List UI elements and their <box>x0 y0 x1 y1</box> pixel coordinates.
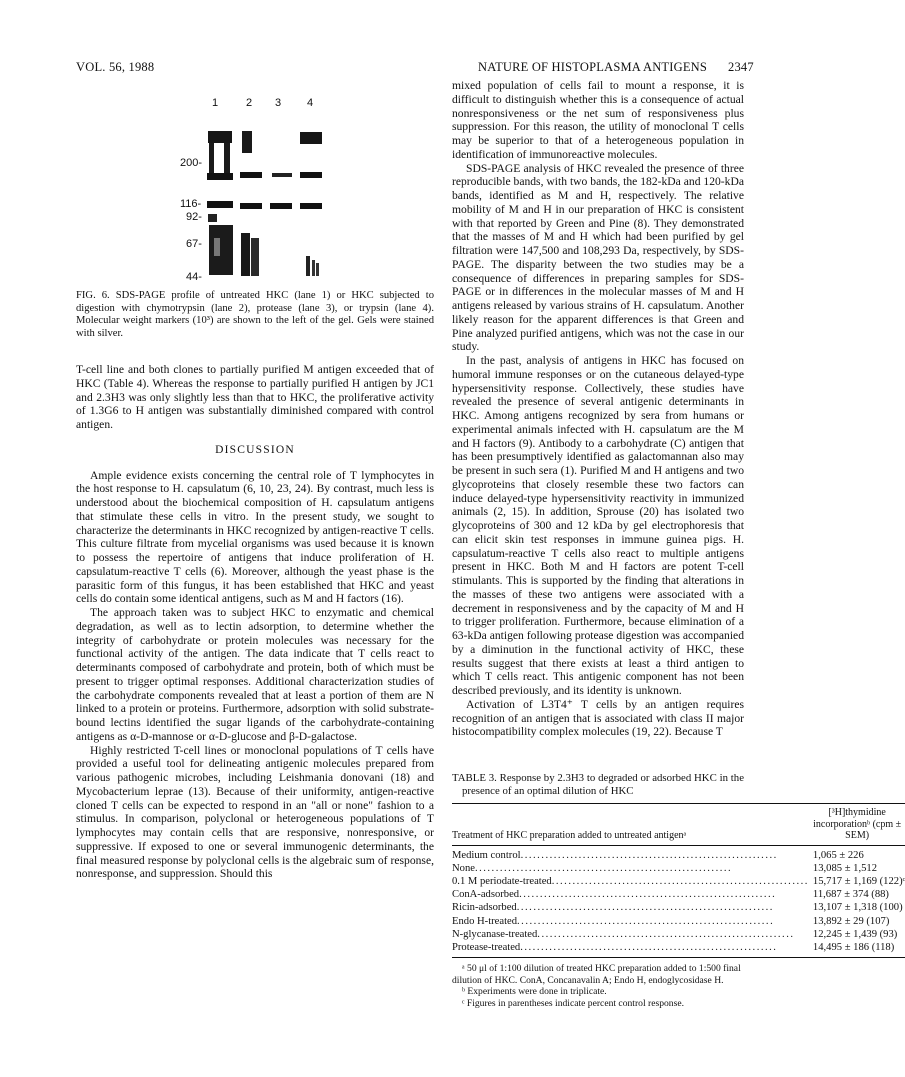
treatment-cell: Protease-treated <box>452 941 521 953</box>
table-row: Ricin-adsorbed .............................................................. 13,107 ± 1,318 (100) <box>452 901 905 914</box>
value-cell: 12,245 ± 1,439 (93) <box>812 928 898 940</box>
table-row: Endo H-treated .............................................................. 13,892 ± 29 (107) <box>452 915 905 928</box>
lane-label: 1 <box>212 97 219 109</box>
value-cell: 13,892 ± 29 (107) <box>812 915 890 927</box>
value-cell: 15,717 ± 1,169 (122)ᶜ <box>812 875 905 887</box>
mw-marker-label: 200- <box>180 157 203 169</box>
right-column <box>452 79 744 739</box>
value-cell: 13,085 ± 1,512 <box>812 862 878 874</box>
mw-marker-label: 67- <box>186 238 202 250</box>
paragraph: SDS-PAGE analysis of HKC revealed the presence of three reproducible bands, with two bands, the 182-kDa and 120-kDa bands, identified as M and H, respectively. The relative mobility of M and H in our preparation of HKC is consistent with that reported by Green and Pine (8). They demonstrated that the masses of M and H which had been purified by gel filtration were 147,500 and 108,293 Da, respectively, by SDS-PAGE. The disparity between the two studies may be a consequence of differences in preparing samples for SDS-PAGE or in differences in the molecular masses of M and H antigens released by various strains of H. capsulatum. Another likely reason for the apparent differences is that Green and Pine analyzed purified antigens, which was not the case in our study. <box>452 161 744 354</box>
table-row: N-glycanase-treated .............................................................. 12,245 ± 1,439 (93) <box>452 928 905 941</box>
lane-label: 3 <box>275 97 282 109</box>
gel-image <box>202 113 340 290</box>
mw-marker-label: 116- <box>180 198 202 210</box>
footnote: ᵃ 50 μl of 1:100 dilution of treated HKC preparation added to 1:500 final dilution of HKC. ConA, Concanavalin A; Endo H, endoglycosidase H. <box>452 963 741 986</box>
footnote: ᵇ Experiments were done in triplicate. <box>462 986 607 998</box>
table-row: ConA-adsorbed .............................................................. 11,687 ± 374 (88) <box>452 888 905 901</box>
treatment-cell: Medium control <box>452 849 521 861</box>
column-header: [³H]thymidine incorporationᵇ (cpm ± SEM) <box>813 807 902 841</box>
lane-label: 4 <box>307 97 314 109</box>
treatment-cell: Endo H-treated <box>452 915 518 927</box>
treatment-cell: ConA-adsorbed <box>452 889 520 901</box>
column-header: Treatment of HKC preparation added to untreated antigenᵃ <box>452 830 687 841</box>
header-title: NATURE OF HISTOPLASMA ANTIGENS <box>478 60 708 74</box>
value-cell: 13,107 ± 1,318 (100) <box>812 902 903 914</box>
table-title: TABLE 3. Response by 2.3H3 to degraded or adsorbed HKC in the presence of an optimal dilution of HKC <box>452 772 744 797</box>
treatment-cell: N-glycanase-treated <box>452 928 538 940</box>
figure-caption: FIG. 6. SDS-PAGE profile of untreated HKC (lane 1) or HKC subjected to digestion with chymotrypsin (lane 2), protease (lane 3), or trypsin (lane 4). Molecular weight markers (10³) are shown to the left of the gel. Gels were stained with silver. <box>76 290 434 339</box>
paragraph: mixed population of cells fail to mount a response, it is difficult to distinguish whether this is a consequence of actual nonresponsiveness or the net sum of responsiveness plus suppression. For this reason, the utility of monoclonal T cells may be superior to that of a heterogeneous population in identification of immunoreactive molecules. <box>452 79 744 161</box>
mw-marker-label: 44- <box>186 271 202 283</box>
paragraph: In the past, analysis of antigens in HKC has focused on humoral immune responses or on the cutaneous delayed-type hypersensitivity response. Collectively, these studies have revealed the presence of several antigenic determinants in HKC. Among antigens recognized by sera from humans or experimental animals infected with H. capsulatum are the M and H factors (9). Antibody to a carbohydrate (C) antigen that has been presumptively identified as galactomannan also may be present in such sera (1). Purified M and H antigens and two glycoproteins that closely resemble these two factors can induce delayed-type hypersensitivity reactivity in immunized animals (2, 15). In addition, Sprouse (20) has isolated two glycoproteins of 300 and 12 kDa by gel electrophoresis that can elicit skin test responses in immune guinea pigs. H. capsulatum-reactive T cells also react to multiple antigens present in HKC. Both M and H factors are potent T-cell stimulants. This is supported by the finding that alterations in the masses of these two antigens were associated with a decrement in responsiveness and by the capacity of M and H to trigger proliferation. Furthermore, because elimination of a 63-kDa antigen following protease digestion was accompanied by a diminution in the functional activity of HKC, these results suggest that there exists at least a third antigen to which T cells react. This antigenic component has not been described previously, and its identity is unknown. <box>452 354 744 697</box>
paragraph: Activation of L3T4⁺ T cells by an antigen requires recognition of an antigen that is associated with class II major histocompatibility complex molecules (19, 22). Because T <box>452 697 744 739</box>
footnote: ᶜ Figures in parentheses indicate percent control response. <box>462 997 684 1009</box>
gel-figure <box>180 95 340 290</box>
value-cell: 11,687 ± 374 (88) <box>812 889 889 901</box>
table-3 <box>452 772 905 1010</box>
header-volume: VOL. 56, 1988 <box>76 60 155 74</box>
left-column <box>76 363 434 881</box>
paragraph: T-cell line and both clones to partially purified M antigen exceeded that of HKC (Table 4). Whereas the response to partially purified H antigen by JC1 and 2.3H3 was only slightly less than that to HKC, the proliferative activity of 1.3G6 to H antigen was substantially diminished compared with control antigen. <box>76 363 434 431</box>
section-heading: DISCUSSION <box>215 443 295 456</box>
table-row: 0.1 M periodate-treated .............................................................. 15,717 ± 1,169 (122)ᶜ <box>452 875 905 887</box>
table-row: Medium control .............................................................. 1,065 ± 226 <box>452 845 905 862</box>
lane-label: 2 <box>246 97 253 109</box>
table-row: Protease-treated .............................................................. 14,495 ± 186 (118) <box>452 941 905 958</box>
treatment-cell: 0.1 M periodate-treated <box>452 875 552 887</box>
paragraph: Ample evidence exists concerning the central role of T lymphocytes in the host response to H. capsulatum (6, 10, 23, 24). By contrast, much less is understood about the biochemical composition of H. capsulatum antigens that stimulate these cells in vitro. In the present study, we sought to characterize the determinants in HKC recognized by antigen-reactive T cells. This culture filtrate from mycelial organisms was used because it is known to possess the repertoire of antigens that induce proliferation of H. capsulatum-reactive T cells (6). Moreover, although the yeast phase is the parasitic form of this fungus, it has been established that HKC and yeast cells do contain some identical antigens, such as M and H factors (16). <box>76 468 434 606</box>
header-page-number: 2347 <box>728 60 754 74</box>
mw-marker-label: 92- <box>186 211 202 223</box>
table-footnotes <box>452 963 744 1009</box>
paragraph: The approach taken was to subject HKC to enzymatic and chemical degradation, as well as to lectin adsorption, to determine whether the integrity of carbohydrate or protein molecules was necessary for the functional activity of the antigen. The data indicate that T cells react to determinants composed of carbohydrate and protein, both of which must be present to trigger optimal responses. Additional characterization studies of the carbohydrate components revealed that at least a portion of them are N linked to a protein or proteins. Furthermore, adsorption with solid substrate-bound lectins identified the sugar ligands of the carbohydrate-containing antigens as α-D-mannose or α-D-glucose and β-D-galactose. <box>76 606 434 743</box>
treatment-cell: Ricin-adsorbed <box>452 902 517 914</box>
data-table <box>452 803 905 958</box>
treatment-cell: None <box>452 862 475 874</box>
table-row: None .............................................................. 13,085 ± 1,512 <box>452 862 905 875</box>
value-cell: 14,495 ± 186 (118) <box>812 941 895 953</box>
paragraph: Highly restricted T-cell lines or monoclonal populations of T cells have provided a useful tool for delineating antigenic molecules prepared from various pathogenic microbes, including Leishmania donovani (18) and Mycobacterium leprae (13). Because of their uniformity, antigen-reactive cloned T cells can be expected to respond in an "all or none" fashion to a stimulus. In comparison, polyclonal or heterogeneous populations of T lymphocytes may contain cells that are responsive, nonresponsive, or suppressive. If exposed to one or several immunogenic determinants, the final measured response by polyclonal cells is the algebraic sum of response, nonresponse, and suppression. Should this <box>76 743 434 881</box>
value-cell: 1,065 ± 226 <box>812 849 864 861</box>
